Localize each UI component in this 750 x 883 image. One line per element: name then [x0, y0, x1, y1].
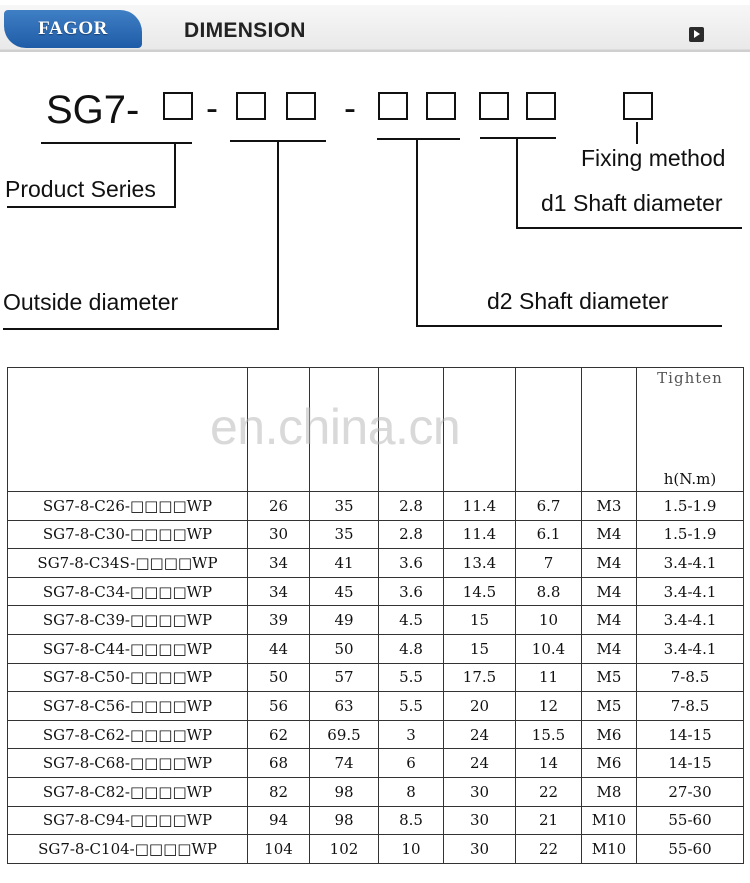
- value-cell-c5: 8.8: [516, 577, 582, 606]
- label-outside-diameter: Outside diameter: [3, 289, 179, 315]
- value-cell-c6: M4: [582, 606, 637, 635]
- value-cell-c2: 69.5: [310, 720, 379, 749]
- leader-d2-bottom: [416, 325, 722, 327]
- value-cell-c2: 49: [310, 606, 379, 635]
- leader-d1-top: [480, 137, 556, 139]
- value-cell-c3: 6: [379, 749, 444, 778]
- leader-series-bottom: [7, 206, 176, 208]
- value-cell-c5: 10.4: [516, 634, 582, 663]
- value-cell-c2: 41: [310, 549, 379, 578]
- value-cell-c4: 14.5: [444, 577, 516, 606]
- watermark-text: en.china.cn: [210, 399, 461, 455]
- value-cell-c6: M5: [582, 663, 637, 692]
- value-cell-c6: M6: [582, 720, 637, 749]
- value-cell-c3: 8.5: [379, 806, 444, 835]
- leader-fixing: [636, 122, 638, 144]
- value-cell-c4: 24: [444, 749, 516, 778]
- header-cell-6: [582, 368, 637, 492]
- value-cell-c1: 50: [248, 663, 310, 692]
- model-cell: SG7-8-C39-□□□□WP: [8, 606, 248, 635]
- value-cell-c1: 56: [248, 692, 310, 721]
- value-cell-c6: M4: [582, 577, 637, 606]
- label-d2-shaft-diameter: d2 Shaft diameter: [487, 288, 669, 314]
- header-torque-unit: h(N.m): [663, 470, 717, 488]
- leader-d1-vertical: [516, 137, 518, 229]
- model-cell: SG7-8-C34S-□□□□WP: [8, 549, 248, 578]
- leader-od-bottom: [3, 328, 279, 330]
- model-cell: SG7-8-C56-□□□□WP: [8, 692, 248, 721]
- code-box-d2-2: [426, 92, 456, 120]
- code-box-d2-1: [378, 92, 408, 120]
- header-cell-5: [516, 368, 582, 492]
- table-row: [8, 663, 744, 692]
- value-cell-c4: 17.5: [444, 663, 516, 692]
- value-cell-c2: 63: [310, 692, 379, 721]
- table-row: [8, 749, 744, 778]
- value-cell-c3: 3: [379, 720, 444, 749]
- value-cell-c6: M10: [582, 806, 637, 835]
- value-cell-c1: 44: [248, 634, 310, 663]
- value-cell-c5: 7: [516, 549, 582, 578]
- code-box-od-2: [286, 92, 316, 120]
- header-banner: [0, 5, 750, 50]
- table-row: [8, 520, 744, 549]
- value-cell-c7: 3.4-4.1: [637, 634, 744, 663]
- value-cell-c4: 30: [444, 806, 516, 835]
- table-row: [8, 549, 744, 578]
- table-row: [8, 835, 744, 864]
- section-title: DIMENSION: [184, 19, 306, 42]
- value-cell-c7: 55-60: [637, 806, 744, 835]
- leader-series-top: [41, 142, 192, 144]
- value-cell-c4: 30: [444, 777, 516, 806]
- table-row: [8, 806, 744, 835]
- value-cell-c7: 14-15: [637, 720, 744, 749]
- value-cell-c3: 8: [379, 777, 444, 806]
- model-cell: SG7-8-C82-□□□□WP: [8, 777, 248, 806]
- value-cell-c3: 2.8: [379, 492, 444, 521]
- table-row: [8, 720, 744, 749]
- table-row: [8, 577, 744, 606]
- model-cell: SG7-8-C26-□□□□WP: [8, 492, 248, 521]
- value-cell-c6: M4: [582, 549, 637, 578]
- value-cell-c1: 82: [248, 777, 310, 806]
- leader-series-vertical: [174, 142, 176, 208]
- model-cell: SG7-8-C68-□□□□WP: [8, 749, 248, 778]
- model-cell: SG7-8-C94-□□□□WP: [8, 806, 248, 835]
- model-cell: SG7-8-C30-□□□□WP: [8, 520, 248, 549]
- value-cell-c5: 22: [516, 835, 582, 864]
- value-cell-c2: 57: [310, 663, 379, 692]
- value-cell-c1: 26: [248, 492, 310, 521]
- value-cell-c7: 27-30: [637, 777, 744, 806]
- model-cell: SG7-8-C34-□□□□WP: [8, 577, 248, 606]
- model-prefix: SG7-: [46, 88, 140, 132]
- header-cell-torque: [637, 368, 744, 492]
- code-box-series: [163, 92, 193, 120]
- value-cell-c2: 98: [310, 806, 379, 835]
- model-cell: SG7-8-C104-□□□□WP: [8, 835, 248, 864]
- table-row: [8, 606, 744, 635]
- value-cell-c7: 7-8.5: [637, 663, 744, 692]
- value-cell-c1: 104: [248, 835, 310, 864]
- value-cell-c4: 30: [444, 835, 516, 864]
- value-cell-c3: 5.5: [379, 663, 444, 692]
- value-cell-c7: 3.4-4.1: [637, 606, 744, 635]
- leader-d2-top: [377, 138, 460, 140]
- header-divider: [0, 50, 750, 52]
- value-cell-c2: 98: [310, 777, 379, 806]
- value-cell-c4: 24: [444, 720, 516, 749]
- value-cell-c3: 10: [379, 835, 444, 864]
- value-cell-c2: 50: [310, 634, 379, 663]
- fagor-logo[interactable]: [4, 10, 142, 48]
- dash-2: -: [344, 87, 356, 128]
- value-cell-c7: 3.4-4.1: [637, 577, 744, 606]
- value-cell-c1: 34: [248, 577, 310, 606]
- value-cell-c5: 21: [516, 806, 582, 835]
- label-d1-shaft-diameter: d1 Shaft diameter: [541, 190, 723, 216]
- code-box-fixing: [623, 92, 653, 120]
- model-cell: SG7-8-C44-□□□□WP: [8, 634, 248, 663]
- value-cell-c1: 62: [248, 720, 310, 749]
- code-box-d1-1: [479, 92, 509, 120]
- value-cell-c3: 2.8: [379, 520, 444, 549]
- value-cell-c4: 11.4: [444, 520, 516, 549]
- value-cell-c5: 15.5: [516, 720, 582, 749]
- value-cell-c6: M6: [582, 749, 637, 778]
- value-cell-c2: 35: [310, 520, 379, 549]
- label-fixing-method: Fixing method: [581, 145, 726, 171]
- value-cell-c6: M10: [582, 835, 637, 864]
- value-cell-c1: 68: [248, 749, 310, 778]
- value-cell-c5: 6.1: [516, 520, 582, 549]
- dash-1: -: [206, 87, 218, 128]
- value-cell-c7: 14-15: [637, 749, 744, 778]
- value-cell-c7: 7-8.5: [637, 692, 744, 721]
- model-cell: SG7-8-C50-□□□□WP: [8, 663, 248, 692]
- value-cell-c5: 22: [516, 777, 582, 806]
- leader-d1-bottom: [516, 227, 742, 229]
- value-cell-c4: 20: [444, 692, 516, 721]
- value-cell-c6: M4: [582, 520, 637, 549]
- value-cell-c5: 14: [516, 749, 582, 778]
- logo-text: FAGOR: [38, 18, 108, 39]
- value-cell-c4: 15: [444, 606, 516, 635]
- value-cell-c1: 39: [248, 606, 310, 635]
- value-cell-c4: 15: [444, 634, 516, 663]
- value-cell-c3: 3.6: [379, 549, 444, 578]
- label-product-series: Product Series: [5, 176, 156, 202]
- value-cell-c3: 3.6: [379, 577, 444, 606]
- value-cell-c1: 94: [248, 806, 310, 835]
- leader-d2-vertical: [416, 138, 418, 327]
- value-cell-c7: 3.4-4.1: [637, 549, 744, 578]
- value-cell-c4: 11.4: [444, 492, 516, 521]
- value-cell-c1: 34: [248, 549, 310, 578]
- value-cell-c3: 4.5: [379, 606, 444, 635]
- code-box-od-1: [236, 92, 266, 120]
- value-cell-c5: 11: [516, 663, 582, 692]
- code-box-d1-2: [526, 92, 556, 120]
- value-cell-c5: 10: [516, 606, 582, 635]
- value-cell-c6: M8: [582, 777, 637, 806]
- value-cell-c5: 12: [516, 692, 582, 721]
- value-cell-c6: M5: [582, 692, 637, 721]
- table-row: [8, 692, 744, 721]
- value-cell-c2: 45: [310, 577, 379, 606]
- leader-od-vertical: [277, 140, 279, 330]
- value-cell-c7: 55-60: [637, 835, 744, 864]
- value-cell-c3: 5.5: [379, 692, 444, 721]
- model-cell: SG7-8-C62-□□□□WP: [8, 720, 248, 749]
- value-cell-c6: M3: [582, 492, 637, 521]
- value-cell-c4: 13.4: [444, 549, 516, 578]
- table-row: [8, 492, 744, 521]
- value-cell-c7: 1.5-1.9: [637, 492, 744, 521]
- value-cell-c5: 6.7: [516, 492, 582, 521]
- value-cell-c6: M4: [582, 634, 637, 663]
- value-cell-c1: 30: [248, 520, 310, 549]
- header-torque-top: Tighten: [657, 369, 723, 387]
- value-cell-c2: 102: [310, 835, 379, 864]
- value-cell-c3: 4.8: [379, 634, 444, 663]
- value-cell-c2: 74: [310, 749, 379, 778]
- table-row: [8, 777, 744, 806]
- play-icon[interactable]: [689, 27, 704, 42]
- value-cell-c7: 1.5-1.9: [637, 520, 744, 549]
- value-cell-c2: 35: [310, 492, 379, 521]
- table-row: [8, 634, 744, 663]
